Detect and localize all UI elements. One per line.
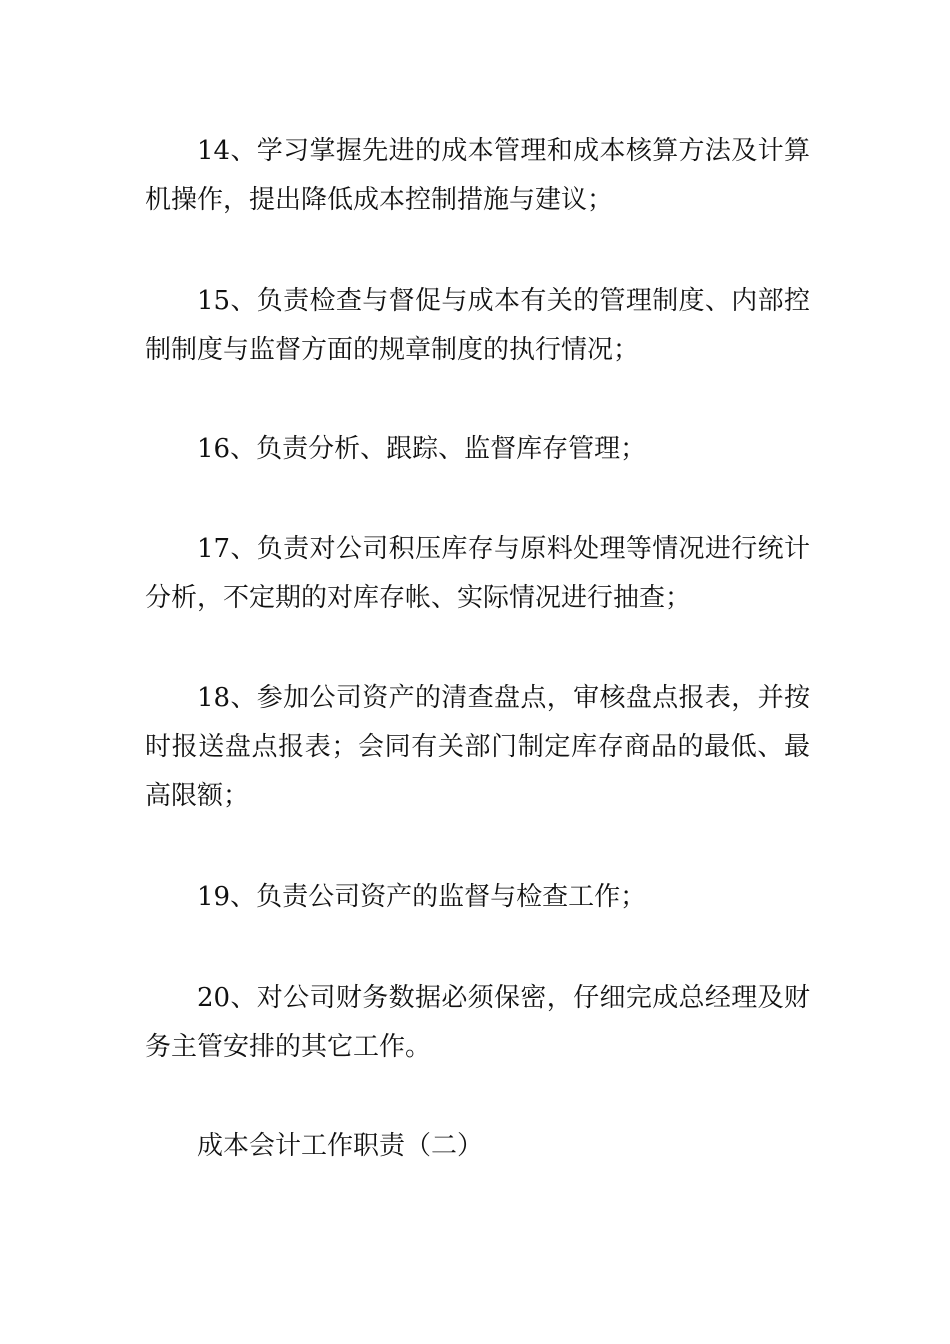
- paragraph-14: 14、学习掌握先进的成本管理和成本核算方法及计算机操作，提出降低成本控制措施与建议；: [145, 136, 810, 215]
- section-heading: 成本会计工作职责（二）: [197, 1131, 484, 1161]
- paragraph-15: 15、负责检查与督促与成本有关的管理制度、内部控制制度与监督方面的规章制度的执行情况；: [145, 286, 810, 365]
- paragraph-18: 18、参加公司资产的清查盘点，审核盘点报表，并按时报送盘点报表；会同有关部门制定库存商品的最低、最高限额；: [145, 683, 810, 811]
- paragraph-19: 19、负责公司资产的监督与检查工作；: [197, 882, 647, 912]
- paragraph-16: 16、负责分析、跟踪、监督库存管理；: [197, 434, 647, 464]
- paragraph-20: 20、对公司财务数据必须保密，仔细完成总经理及财务主管安排的其它工作。: [145, 983, 810, 1062]
- paragraph-17: 17、负责对公司积压库存与原料处理等情况进行统计分析，不定期的对库存帐、实际情况进行抽查；: [145, 534, 810, 613]
